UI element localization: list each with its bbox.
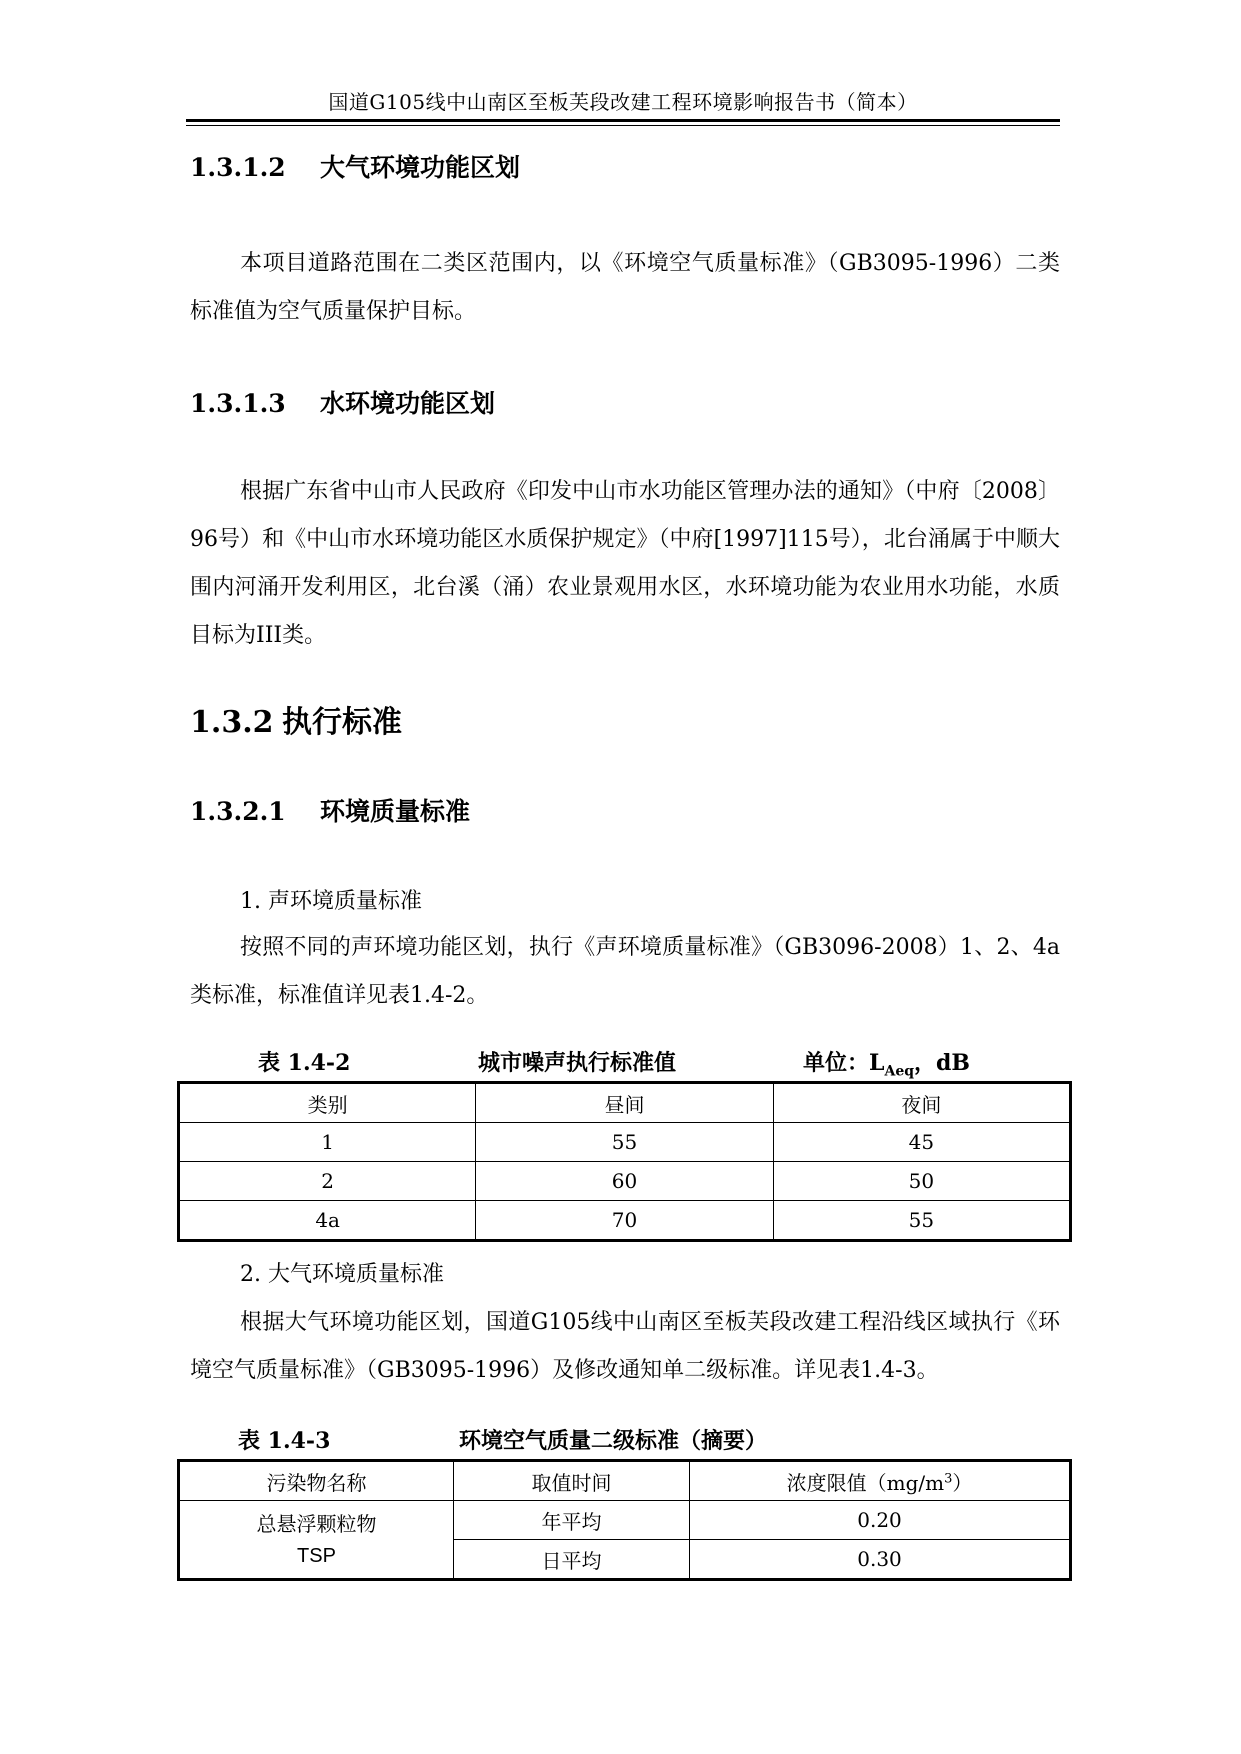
- table-header-cell: 取值时间: [454, 1461, 690, 1501]
- table-cell: 年平均: [454, 1501, 690, 1540]
- paragraph-air: 本项目道路范围在二类区范围内，以《环境空气质量标准》（GB3095-1996）二类标准值为空气质量保护目标。: [190, 251, 1060, 324]
- table-cell: 1: [179, 1123, 476, 1162]
- section-title: 环境质量标准: [320, 797, 471, 826]
- table-row: [179, 1123, 1071, 1162]
- table-header-row: [179, 1461, 1071, 1501]
- section-title: 执行标准: [282, 705, 402, 740]
- table-row: [179, 1201, 1071, 1241]
- section-heading-1313: [190, 384, 495, 420]
- table-cell: 60: [476, 1162, 773, 1201]
- noise-standard-table: [177, 1081, 1072, 1242]
- table-cell: 日平均: [454, 1540, 690, 1580]
- table-cell: 2: [179, 1162, 476, 1201]
- table-header-row: [179, 1083, 1071, 1123]
- section-title: 大气环境功能区划: [320, 153, 521, 182]
- header-rule: [186, 119, 1060, 122]
- table-cell: 55: [773, 1201, 1070, 1241]
- table-header-cell: 夜间: [773, 1083, 1070, 1123]
- section-number: 1.3.2.1: [190, 797, 286, 826]
- table-cell: 50: [773, 1162, 1070, 1201]
- table-cell: 55: [476, 1123, 773, 1162]
- table-cell: 45: [773, 1123, 1070, 1162]
- table-row: [179, 1501, 1071, 1540]
- list-item-noise: 1. 声环境质量标准: [240, 889, 422, 914]
- table-cell: 0.30: [690, 1540, 1071, 1580]
- paragraph-air-standard: 根据大气环境功能区划，国道G105线中山南区至板芙段改建工程沿线区域执行《环境空气质量标准》（GB3095-1996）及修改通知单二级标准。详见表1.4-3。: [190, 1310, 1060, 1383]
- table-cell: 0.20: [690, 1501, 1071, 1540]
- table1-unit: 单位：$L_{Aeq}$，dB: [803, 1050, 971, 1080]
- table-header-cell: 浓度限值$(mg/m^3)$: [690, 1461, 1071, 1501]
- table-header-cell: 昼间: [476, 1083, 773, 1123]
- pollutant-name-cell: 总悬浮颗粒物 TSP: [179, 1501, 454, 1580]
- paragraph-water: 根据广东省中山市人民政府《印发中山市水功能区管理办法的通知》（中府〔2008〕96号）和《中山市水环境功能区水质保护规定》（中府[1997]115号），北台涌属于中顺大围内河涌开发利用区，北台溪（涌）农业景观用水区，水环境功能为农业用水功能，水质目标为III类。: [190, 479, 1060, 648]
- section-heading-1312: [190, 148, 520, 184]
- table-header-cell: 类别: [179, 1083, 476, 1123]
- running-header: 国道G105线中山南区至板芙段改建工程环境影响报告书（简本）: [328, 90, 918, 114]
- section-number: 1.3.1.3: [190, 389, 286, 418]
- table-row: [179, 1162, 1071, 1201]
- paragraph-noise: 按照不同的声环境功能区划，执行《声环境质量标准》（GB3096-2008）1、2、4a类标准，标准值详见表1.4-2。: [190, 935, 1060, 1008]
- section-title: 水环境功能区划: [320, 389, 496, 418]
- list-item-air: 2. 大气环境质量标准: [240, 1262, 444, 1287]
- table-header-cell: 污染物名称: [179, 1461, 454, 1501]
- air-standard-table: [177, 1459, 1072, 1581]
- table2-label: 表 1.4-3: [238, 1428, 331, 1454]
- table2-title: 环境空气质量二级标准（摘要）: [459, 1428, 768, 1454]
- section-number: 1.3.1.2: [190, 153, 286, 182]
- section-heading-1321: [190, 792, 470, 828]
- header-rule-thin: [186, 125, 1060, 126]
- table-cell: 70: [476, 1201, 773, 1241]
- section-number: 1.3.2: [190, 705, 274, 740]
- table-cell: 4a: [179, 1201, 476, 1241]
- section-heading-132: [190, 697, 402, 741]
- table1-label: 表 1.4-2: [258, 1050, 351, 1076]
- table1-title: 城市噪声执行标准值: [478, 1050, 677, 1076]
